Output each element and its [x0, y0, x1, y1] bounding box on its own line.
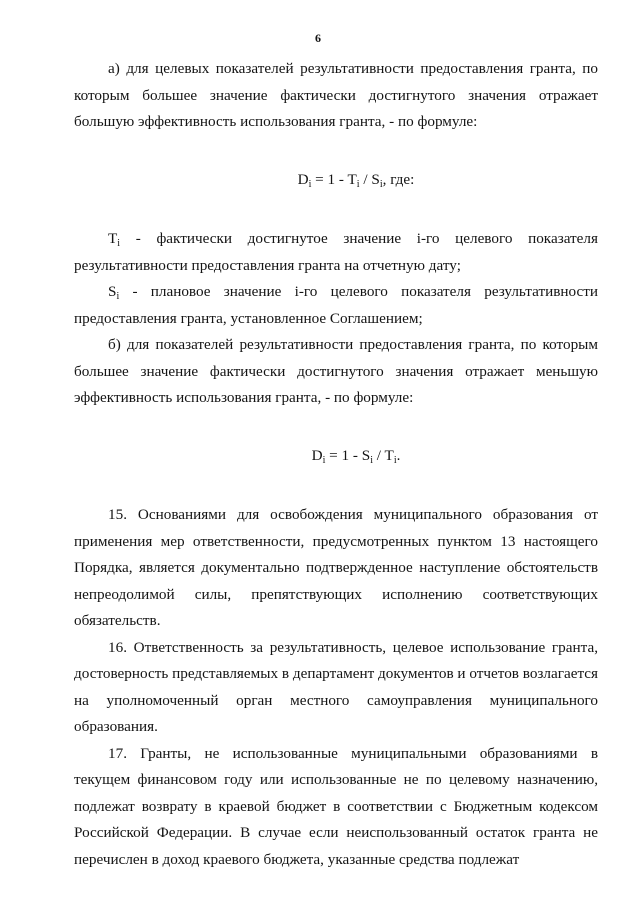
paragraph-a: а) для целевых показателей результативности предоставления гранта, по которым большее значение фактически достигнутого значения отражает большую эффективность использования гранта, - по формуле:: [74, 60, 598, 130]
formula-1-sep: / S: [359, 170, 380, 188]
formula-2-sep: / T: [372, 446, 394, 464]
paragraph-16: 16. Ответственность за результативность, целевое использование гранта, достоверность представляемых в департамент документов и отчетов возлагается на уполномоченный орган местного самоуправления муниципального образования.: [74, 638, 598, 735]
formula-2-sub-1: i: [322, 454, 326, 466]
formula-2-sub-3: i: [393, 454, 397, 466]
formula-1-sub-1: i: [308, 178, 312, 190]
formula-1-sub-3: i: [379, 178, 383, 190]
formula-1: [74, 167, 598, 194]
formula-1-mid: = 1 - T: [311, 170, 357, 188]
formula-2-end: .: [396, 446, 401, 464]
page-number: 6: [315, 31, 321, 45]
definition-s-text: - плановое значение i-го целевого показателя результативности предоставления гранта, установленное Соглашением;: [74, 283, 598, 327]
paragraph-b: б) для показателей результативности предоставления гранта, по которым большее значение фактически достигнутого значения отражает меньшую эффективность использования гранта, - по формуле:: [74, 336, 598, 406]
formula-2-sub-2: i: [370, 454, 373, 466]
definition-s: [74, 279, 598, 332]
definition-t: [74, 226, 598, 279]
definition-s-symbol: S: [108, 283, 117, 300]
document-body: [74, 56, 598, 873]
formula-1-end: , где:: [382, 170, 415, 188]
paragraph-15: 15. Основаниями для освобождения муниципального образования от применения мер ответственности, предусмотренных пунктом 13 настоящего Порядка, является документально подтвержденное наступление обстоятельств непреодолимой силы, препятствующих исполнению соответствующих обязательств.: [74, 506, 598, 629]
formula-2-mid: = 1 - S: [325, 446, 371, 464]
formula-2-d: D: [311, 446, 323, 464]
definition-t-symbol: T: [108, 230, 118, 247]
formula-2: [74, 443, 598, 470]
paragraph-17: 17. Гранты, не использованные муниципальными образованиями в текущем финансовом году или использованные не по целевому назначению, подлежат возврату в краевой бюджет в соответствии с Бюджетным кодексом Российской Федерации. В случае если неиспользованный остаток гранта не перечислен в доход краевого бюджета, указанные средства подлежат: [74, 744, 598, 868]
formula-1-d: D: [297, 170, 309, 188]
definition-s-sub: i: [116, 291, 120, 302]
definition-t-text: - фактически достигнутое значение i-го целевого показателя результативности предоставления гранта на отчетную дату;: [74, 230, 598, 274]
formula-1-sub-2: i: [356, 178, 360, 190]
definition-t-sub: i: [117, 238, 121, 249]
